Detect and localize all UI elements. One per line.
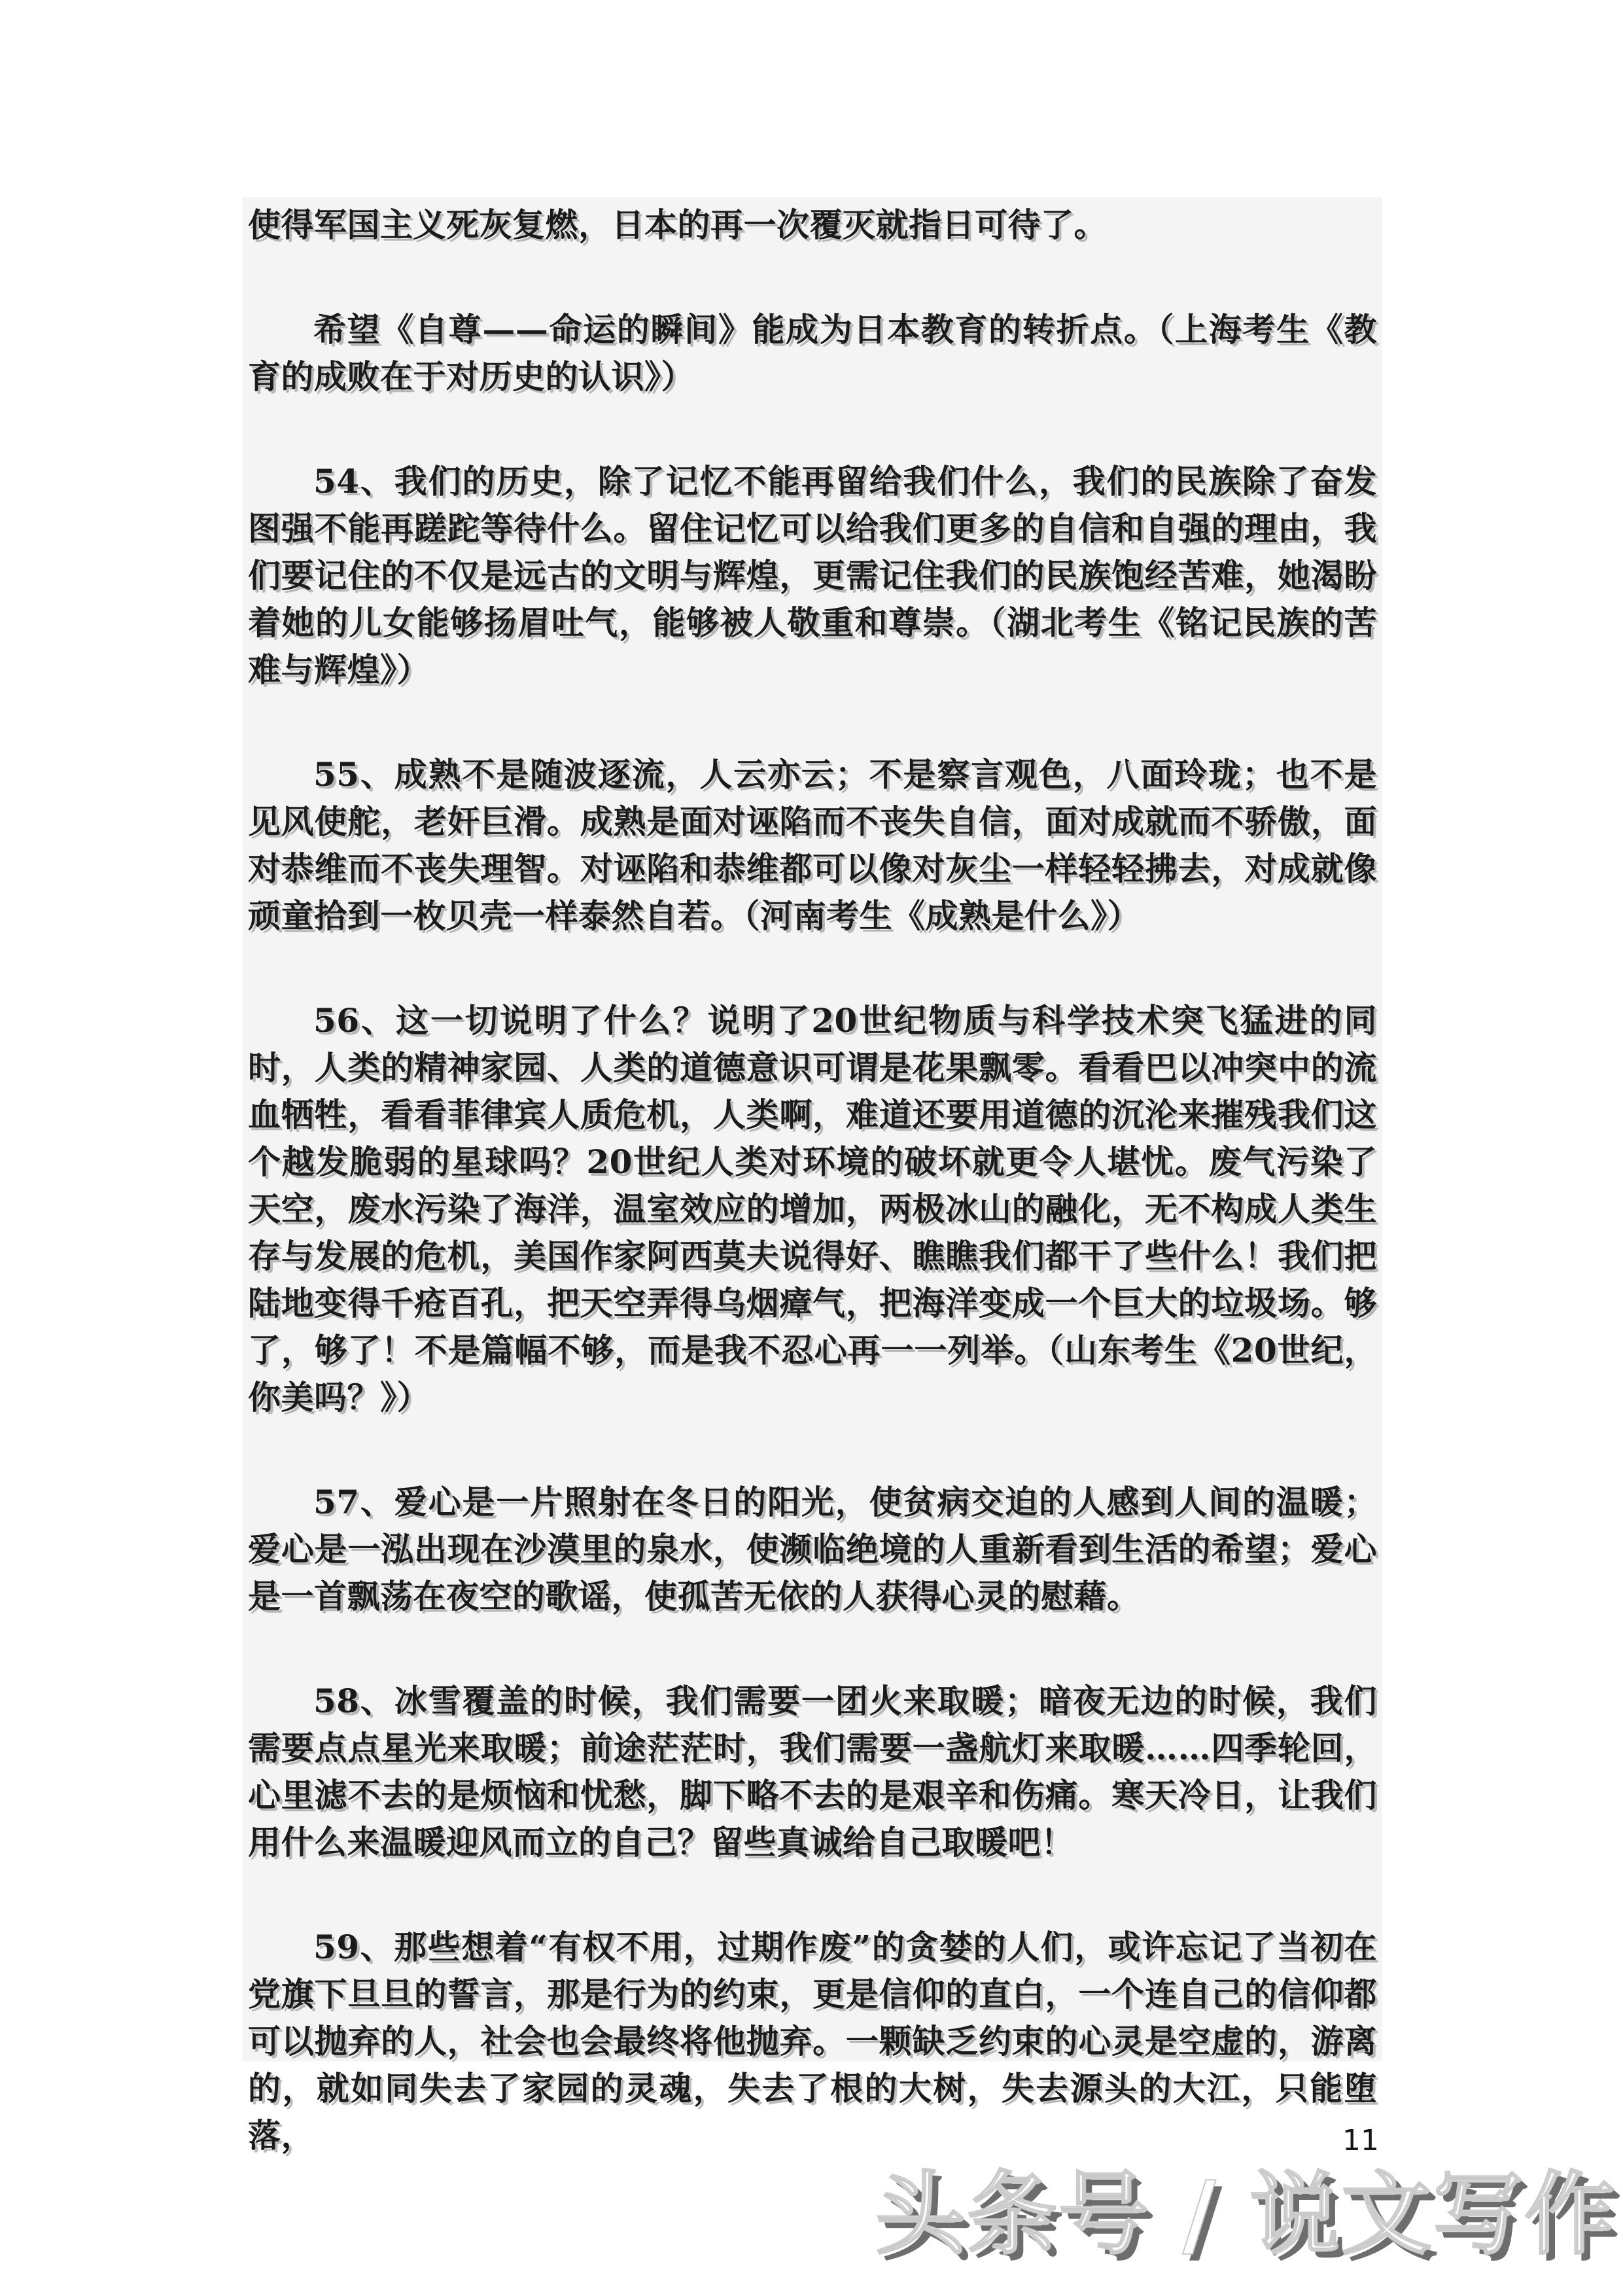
page-number: 11 (1342, 2124, 1379, 2157)
paragraph-item-59: 59、那些想着“有权不用，过期作废”的贪婪的人们，或许忘记了当初在党旗下旦旦的誓言，那是行为的约束，更是信仰的直白，一个连自己的信仰都可以抛弃的人，社会也会最终将他抛弃。一颗缺乏约束的心灵是空虚的，游离的，就如同失去了家园的灵魂，失去了根的大树，失去源头的大江，只能堕落， (248, 1928, 1377, 2155)
paragraph-continuation: 使得军国主义死灰复燃，日本的再一次覆灭就指日可待了。 (248, 205, 1107, 244)
paragraph-item-58: 58、冰雪覆盖的时候，我们需要一团火来取暖；暗夜无边的时候，我们需要点点星光来取暖；前途茫茫时，我们需要一盏航灯来取暖……四季轮回，心里滤不去的是烦恼和忧愁，脚下略不去的是艰辛和伤痛。寒天冷日，让我们用什么来温暖迎风而立的自己？留些真诚给自己取暖吧！ (248, 1682, 1377, 1862)
paragraph-item-54: 54、我们的历史，除了记忆不能再留给我们什么，我们的民族除了奋发图强不能再蹉跎等待什么。留住记忆可以给我们更多的自信和自强的理由，我们要记住的不仅是远古的文明与辉煌，更需记住我们的民族饱经苦难，她渴盼着她的儿女能够扬眉吐气，能够被人敬重和尊崇。（湖北考生《铭记民族的苦难与辉煌》） (248, 462, 1377, 689)
paragraph-item-55: 55、成熟不是随波逐流，人云亦云；不是察言观色，八面玲珑；也不是见风使舵，老奸巨滑。成熟是面对诬陷而不丧失自信，面对成就而不骄傲，面对恭维而不丧失理智。对诬陷和恭维都可以像对灰尘一样轻轻拂去，对成就像顽童拾到一枚贝壳一样泰然自若。（河南考生《成熟是什么》） (248, 755, 1377, 935)
paragraph-item-56: 56、这一切说明了什么？说明了20世纪物质与科学技术突飞猛进的同时，人类的精神家园、人类的道德意识可谓是花果飘零。看看巴以冲突中的流血牺牲，看看菲律宾人质危机，人类啊，难道还要用道德的沉沦来摧残我们这个越发脆弱的星球吗？20世纪人类对环境的破坏就更令人堪忧。废气污染了天空，废水污染了海洋，温室效应的增加，两极冰山的融化，无不构成人类生存与发展的危机，美国作家阿西莫夫说得好、瞧瞧我们都干了些什么！我们把陆地变得千疮百孔，把天空弄得乌烟瘴气，把海洋变成一个巨大的垃圾场。够了，够了！不是篇幅不够，而是我不忍心再一一列举。（山东考生《20世纪，你美吗？》） (248, 1001, 1377, 1417)
paragraph-item-57: 57、爱心是一片照射在冬日的阳光，使贫病交迫的人感到人间的温暖；爱心是一泓出现在沙漠里的泉水，使濒临绝境的人重新看到生活的希望；爱心是一首飘荡在夜空的歌谣，使孤苦无依的人获得心灵的慰藉。 (248, 1483, 1377, 1616)
paragraph-quote-source-shanghai: 希望《自尊——命运的瞬间》能成为日本教育的转折点。（上海考生《教育的成败在于对历史的认识》） (248, 310, 1377, 396)
toutiao-watermark: 头条号 / 说文写作 (875, 2162, 1616, 2267)
